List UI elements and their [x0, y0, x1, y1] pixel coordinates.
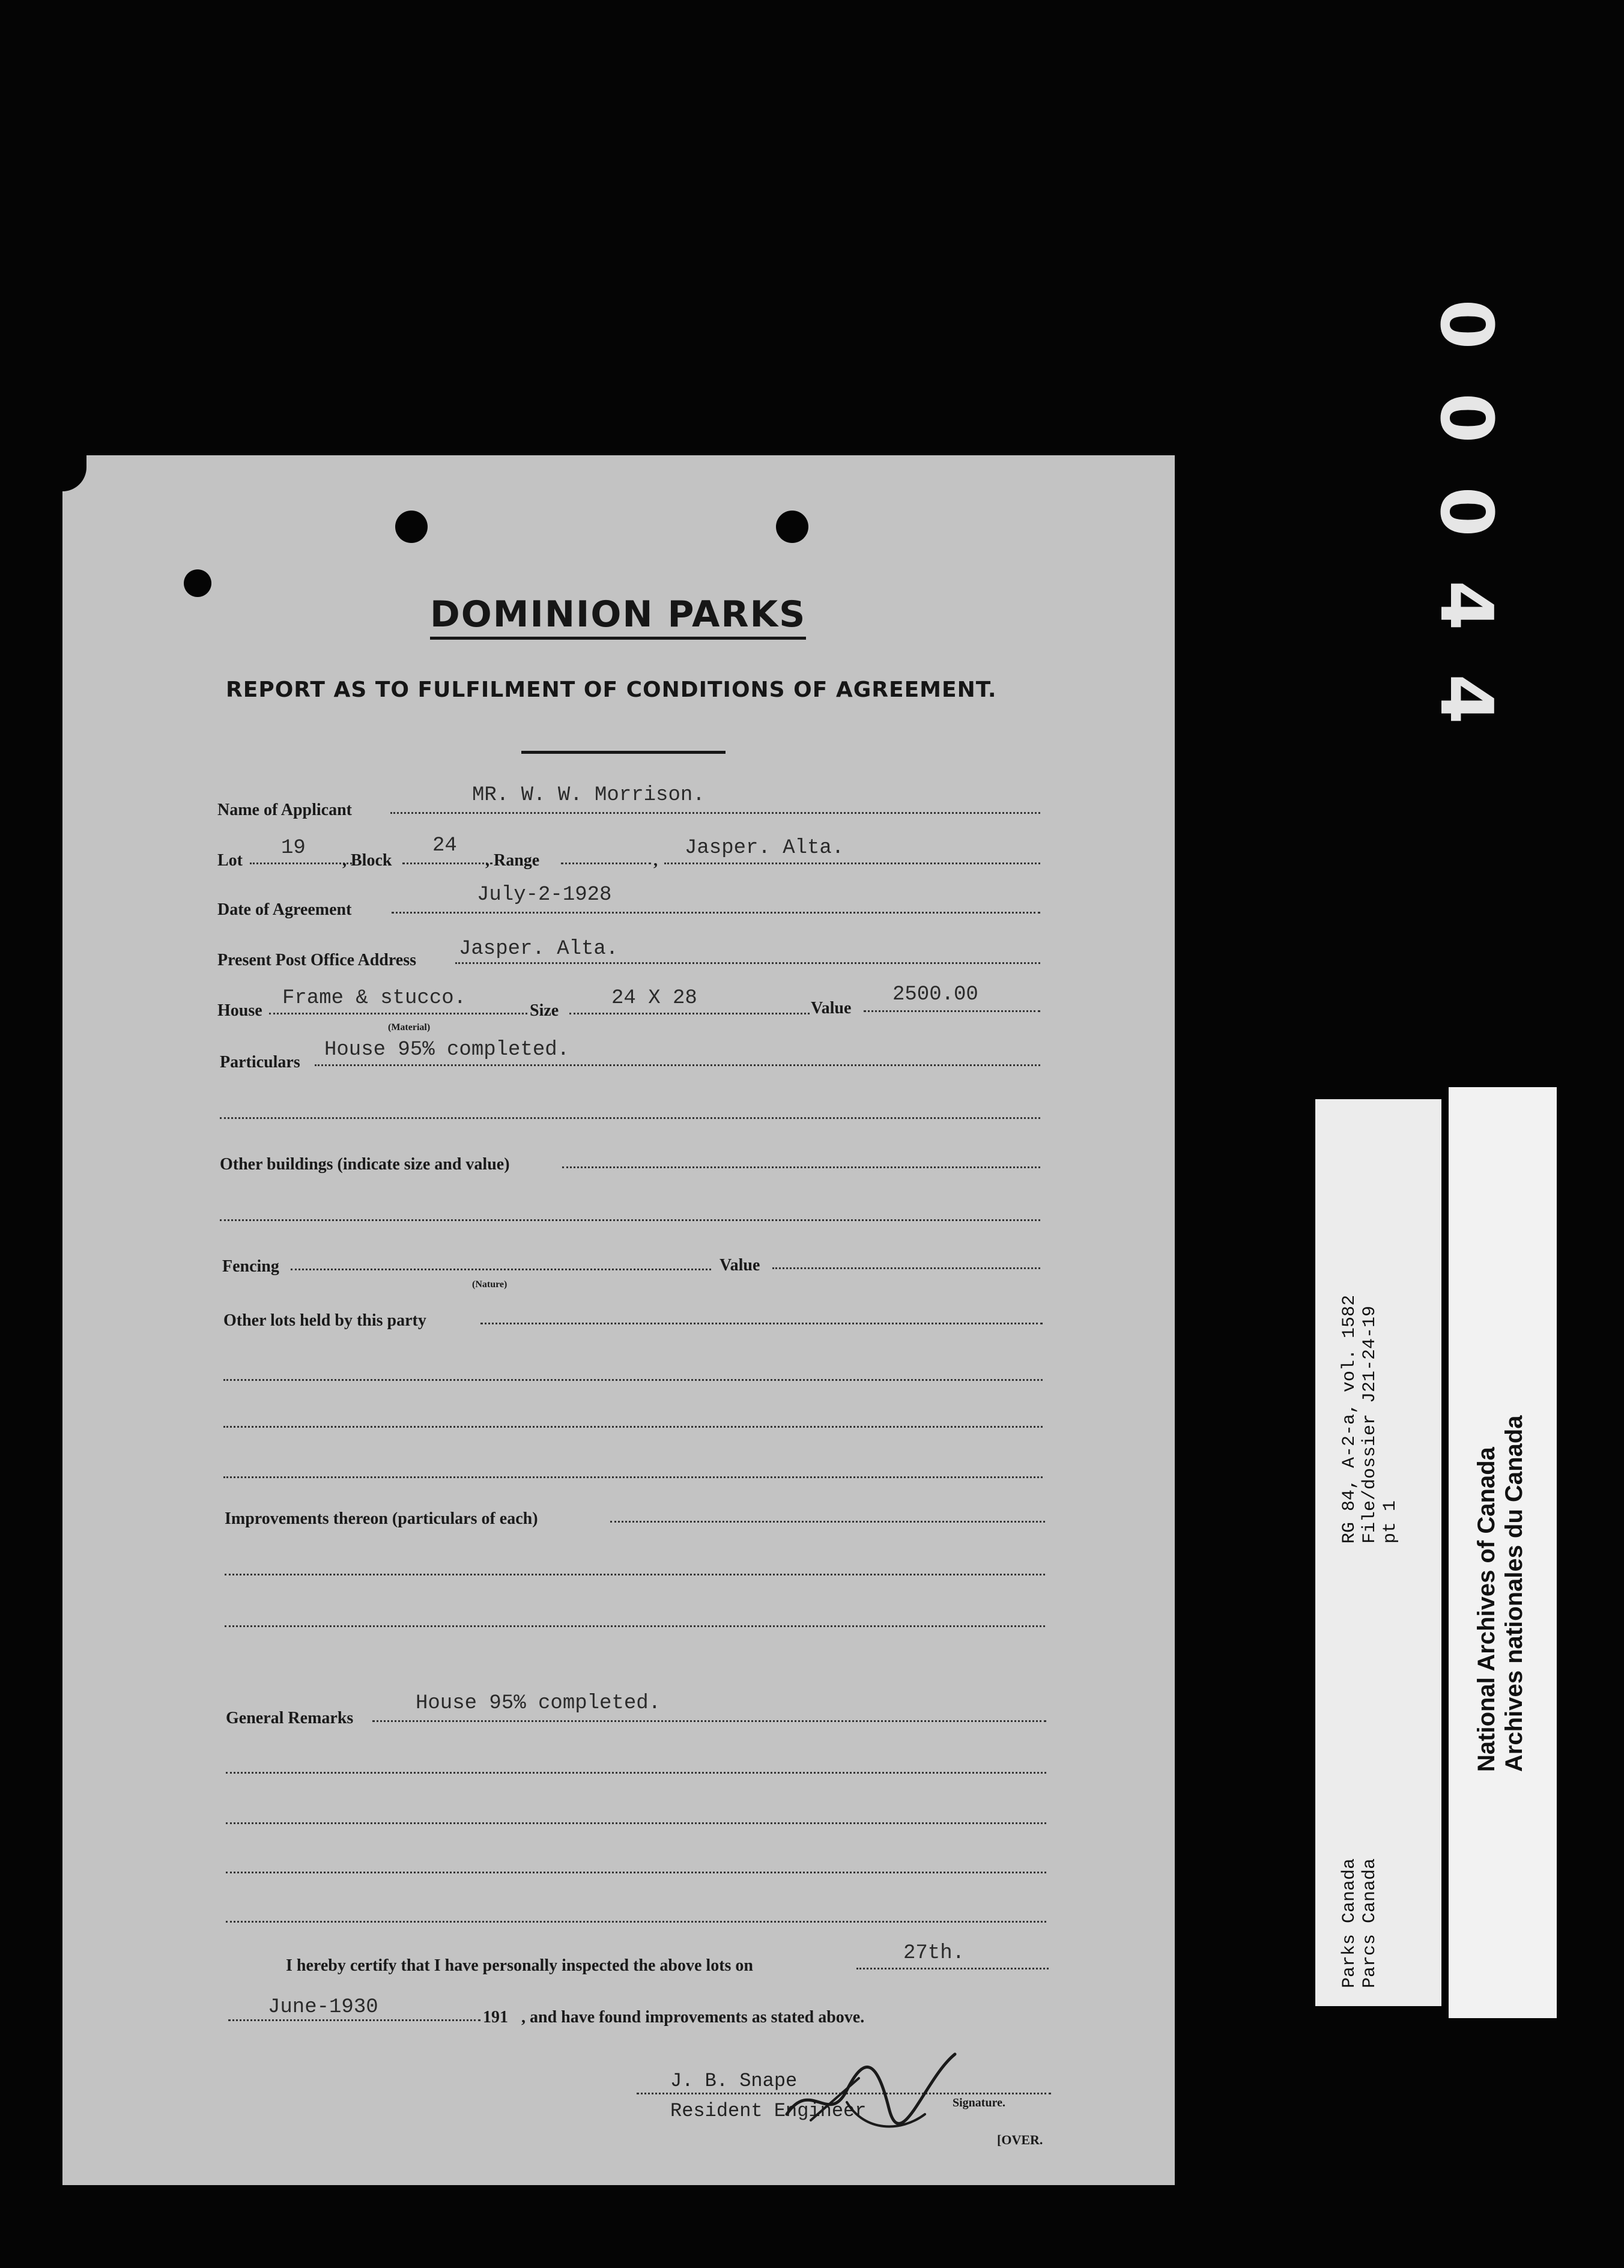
size-label: Size — [530, 1001, 559, 1020]
value-line — [864, 1010, 1040, 1012]
frame-digit: 0 — [1424, 487, 1507, 537]
archives-line: National Archives of Canada — [1473, 1447, 1500, 1772]
size-value: 24 X 28 — [611, 987, 697, 1010]
archive-reference-slip — [1315, 1099, 1441, 2006]
other-buildings-line-2 — [220, 1219, 1040, 1221]
post-office-value: Jasper. Alta. — [459, 938, 619, 960]
block-value: 24 — [432, 834, 457, 857]
other-buildings-label: Other buildings (indicate size and value) — [220, 1155, 510, 1174]
improvements-line-2 — [225, 1574, 1045, 1575]
other-lots-label: Other lots held by this party — [223, 1311, 426, 1330]
value-label: Value — [811, 999, 852, 1017]
block-label: , Block — [342, 851, 392, 870]
other-lots-line-2 — [223, 1379, 1043, 1381]
post-office-label: Present Post Office Address — [217, 951, 417, 969]
other-lots-line-4 — [223, 1476, 1043, 1478]
lot-label: Lot — [217, 851, 243, 870]
applicant-label: Name of Applicant — [217, 801, 352, 819]
other-lots-line — [480, 1323, 1043, 1324]
agency-line: Parcs Canada — [1360, 1858, 1380, 1988]
particulars-line-2 — [220, 1117, 1040, 1119]
document-subtitle: REPORT AS TO FULFILMENT OF CONDITIONS OF AGREEMENT. — [226, 678, 997, 702]
handwritten-signature — [775, 2042, 967, 2144]
applicant-value: MR. W. W. Morrison. — [472, 784, 705, 807]
range-line — [561, 863, 651, 864]
archives-line: Archives nationales du Canada — [1501, 1415, 1527, 1772]
certify-text: I hereby certify that I have personally inspected the above lots on — [286, 1956, 753, 1975]
punch-hole — [776, 511, 808, 543]
frame-digit: 4 — [1424, 674, 1507, 724]
archives-text — [1473, 1415, 1528, 1772]
range-label: , Range — [485, 851, 540, 870]
post-office-line — [455, 962, 1040, 964]
general-remarks-line-3 — [226, 1822, 1046, 1824]
frame-digit: 4 — [1424, 580, 1507, 631]
general-remarks-value: House 95% completed. — [416, 1692, 661, 1715]
general-remarks-line-4 — [226, 1872, 1046, 1873]
signer-name: J. B. Snape — [670, 2070, 798, 2092]
material-caption: (Material) — [388, 1022, 431, 1032]
agency-text — [1339, 1858, 1380, 1988]
inspection-day-value: 27th. — [903, 1942, 965, 1965]
document-title: DOMINION PARKS — [430, 595, 806, 640]
general-remarks-line-2 — [226, 1772, 1046, 1774]
nature-caption: (Nature) — [472, 1279, 507, 1290]
microfilm-frame-number — [1417, 288, 1513, 735]
reference-text — [1339, 1295, 1401, 1544]
inspection-year-line — [228, 2019, 480, 2021]
house-material-value: Frame & stucco. — [282, 987, 467, 1010]
paper-tear — [62, 455, 86, 491]
range-value: Jasper. Alta. — [685, 837, 844, 860]
particulars-line — [315, 1064, 1040, 1066]
fencing-value-line — [772, 1267, 1040, 1269]
frame-digit: 0 — [1424, 299, 1507, 350]
signature-caption: Signature. — [953, 2096, 1005, 2109]
frame-digit: 0 — [1424, 393, 1507, 443]
size-line — [569, 1013, 810, 1014]
separator-rule — [521, 751, 726, 754]
general-remarks-line-5 — [226, 1921, 1046, 1923]
other-buildings-line — [562, 1166, 1040, 1168]
over-note: [OVER. — [997, 2132, 1043, 2147]
block-line — [402, 863, 492, 864]
national-archives-slip — [1449, 1087, 1557, 2018]
date-of-agreement-label: Date of Agreement — [217, 900, 352, 919]
punch-hole — [395, 511, 428, 543]
general-remarks-line — [372, 1720, 1046, 1722]
applicant-line — [390, 812, 1040, 814]
date-of-agreement-line — [392, 912, 1040, 914]
improvements-line-3 — [225, 1625, 1045, 1627]
fencing-value-label: Value — [720, 1256, 760, 1275]
year-prefix: 191 — [483, 2008, 508, 2027]
reference-line: File/dossier J21-24-19 — [1360, 1305, 1380, 1544]
certify-tail: , and have found improvements as stated above. — [521, 2008, 865, 2027]
fencing-line — [291, 1269, 711, 1270]
improvements-line — [610, 1521, 1045, 1523]
house-line — [269, 1013, 527, 1014]
house-value: 2500.00 — [892, 983, 978, 1006]
inspection-month-year-value: June-1930 — [268, 1996, 378, 2019]
punch-hole — [184, 569, 211, 597]
reference-line: pt 1 — [1380, 1500, 1401, 1544]
general-remarks-label: General Remarks — [226, 1709, 354, 1727]
improvements-label: Improvements thereon (particulars of each) — [225, 1509, 538, 1528]
other-lots-line-3 — [223, 1426, 1043, 1428]
signer-title: Resident Engineer — [670, 2100, 867, 2122]
particulars-value: House 95% completed. — [324, 1038, 570, 1061]
lot-line — [250, 863, 352, 864]
range-line-2 — [664, 863, 1040, 864]
particulars-label: Particulars — [220, 1053, 300, 1072]
range-comma: , — [653, 851, 658, 870]
lot-value: 19 — [281, 837, 306, 860]
fencing-label: Fencing — [222, 1257, 279, 1276]
agency-line: Parks Canada — [1339, 1858, 1360, 1988]
house-label: House — [217, 1001, 262, 1020]
reference-line: RG 84, A-2-a, vol. 1582 — [1339, 1294, 1360, 1544]
inspection-day-line — [856, 1968, 1049, 1969]
date-of-agreement-value: July-2-1928 — [477, 884, 612, 906]
